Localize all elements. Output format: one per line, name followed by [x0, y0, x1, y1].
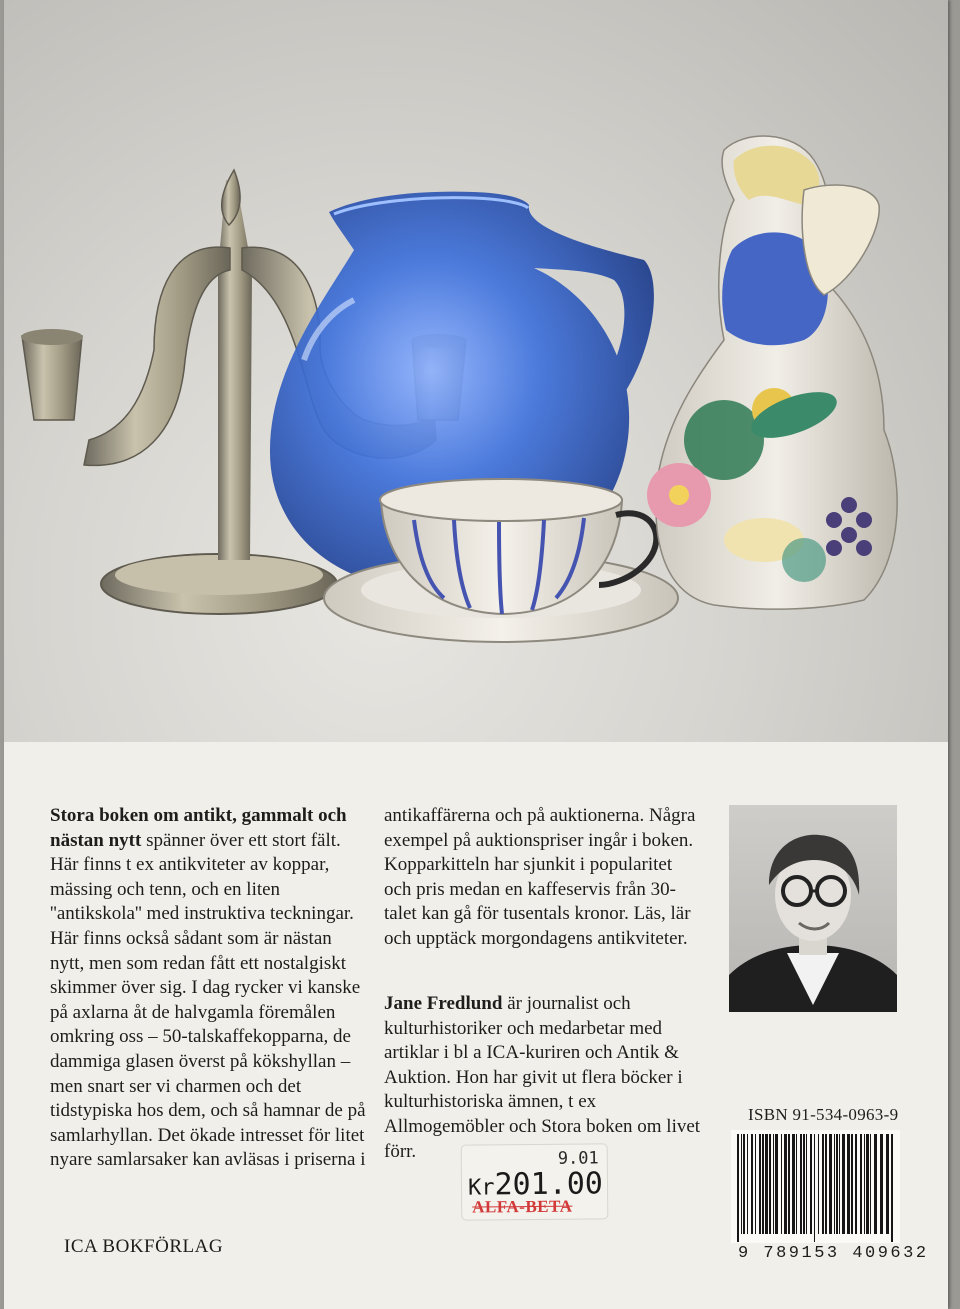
barcode-digits: 9 789153 409632	[738, 1244, 929, 1263]
barcode-bar	[874, 1134, 877, 1234]
barcode-bar	[864, 1134, 865, 1234]
barcode-bar	[743, 1134, 745, 1234]
barcode-bar	[800, 1134, 802, 1234]
book-back-cover	[4, 0, 948, 1309]
sticker-shop-name: ALFA-BETA	[472, 1196, 573, 1217]
barcode-bar	[870, 1134, 871, 1234]
barcode-bar	[866, 1134, 869, 1234]
barcode-bar	[829, 1134, 832, 1234]
sticker-currency: Kr	[467, 1175, 495, 1201]
barcode-bar	[788, 1134, 790, 1234]
barcode-bar	[886, 1134, 889, 1234]
barcode-bar	[810, 1134, 812, 1234]
barcode-bar	[814, 1134, 815, 1242]
author-photo	[729, 805, 897, 1012]
barcode-bar	[781, 1134, 782, 1234]
sticker-code: 9.01	[557, 1148, 599, 1169]
author-bio-text: är journalist och kulturhistoriker och medarbetar med artiklar i bl a ICA-kuriren och Antik & Auktion. Hon har givit ut flera böcker i kulturhistoriska ämnen, t ex Allmogemöbler och Stora boken om livet förr.	[384, 993, 701, 1162]
barcode-bar	[784, 1134, 787, 1234]
barcode-bar	[836, 1134, 838, 1234]
barcode-bar	[818, 1134, 819, 1234]
barcode-bar	[762, 1134, 764, 1234]
ceramic-figurine	[647, 136, 897, 609]
barcode-bar	[792, 1134, 795, 1234]
barcode-bar	[737, 1134, 739, 1242]
author-portrait-illustration	[729, 805, 897, 1012]
description-text-2: antikaffärerna och på auktionerna. Några exempel på auktionspriser ingår i boken. Kopparkitteln har sjunkit i popularitet och pris medan en kaffeservis från 30-talet kan gå för tusentals kronor. Läs, lär och upptäck morgondagens antikviteter.	[384, 805, 696, 949]
still-life-illustration	[4, 0, 948, 742]
barcode	[731, 1130, 900, 1243]
barcode-bar	[741, 1134, 742, 1234]
book-title-lead: Stora boken om antikt, gammalt och nästan nytt	[50, 805, 347, 851]
isbn-label: ISBN 91-534-0963-9	[748, 1105, 899, 1124]
barcode-bar	[842, 1134, 845, 1234]
barcode-bar	[769, 1134, 771, 1234]
barcode-bar	[806, 1134, 807, 1234]
barcode-bar	[847, 1134, 850, 1234]
barcode-bar	[759, 1134, 761, 1234]
barcode-bar	[880, 1134, 883, 1234]
barcode-bar	[855, 1134, 857, 1234]
barcode-bar	[773, 1134, 774, 1234]
barcode-bar	[765, 1134, 768, 1234]
cover-photo	[4, 0, 948, 742]
barcode-bar	[839, 1134, 840, 1234]
description-column-1	[50, 804, 368, 1173]
barcode-bar	[822, 1134, 824, 1234]
author-name: Jane Fredlund	[384, 993, 503, 1014]
barcode-bar	[825, 1134, 827, 1234]
description-text-1: spänner över ett stort fält. Här finns t ex antikviteter av koppar, mässing och tenn, och en liten ''antikskola'' med instruktiva teckningar. Här finns också sådant som är nästan nytt, men som redan fått ett nostalgiskt skimmer över sig. I dag rycker vi kanske på axlarna åt de halvgamla föremålen omkring oss – 50-talskaffekopparna, de dammiga glasen överst på kökshyllan – men snart ser vi charmen och det tidstypiska hos dem, och så hamnar de på samlarhyllan. Det ökade intresset för litet nyare samlarsaker kan avläsas i priserna i	[50, 829, 366, 1171]
barcode-bar	[891, 1134, 893, 1242]
publisher-name: ICA BOKFÖRLAG	[64, 1236, 224, 1257]
price-sticker	[462, 1144, 608, 1219]
barcode-bar	[834, 1134, 835, 1234]
barcode-bar	[803, 1134, 805, 1234]
barcode-bar	[851, 1134, 853, 1234]
author-bio	[384, 992, 704, 1164]
barcode-bars	[731, 1130, 900, 1243]
barcode-bar	[796, 1134, 797, 1234]
barcode-bar	[860, 1134, 862, 1234]
description-column-2	[384, 804, 704, 952]
barcode-bar	[751, 1134, 753, 1234]
barcode-bar	[775, 1134, 778, 1234]
barcode-bar	[747, 1134, 748, 1234]
sticker-amount: 201.00	[494, 1166, 604, 1203]
barcode-bar	[755, 1134, 756, 1234]
